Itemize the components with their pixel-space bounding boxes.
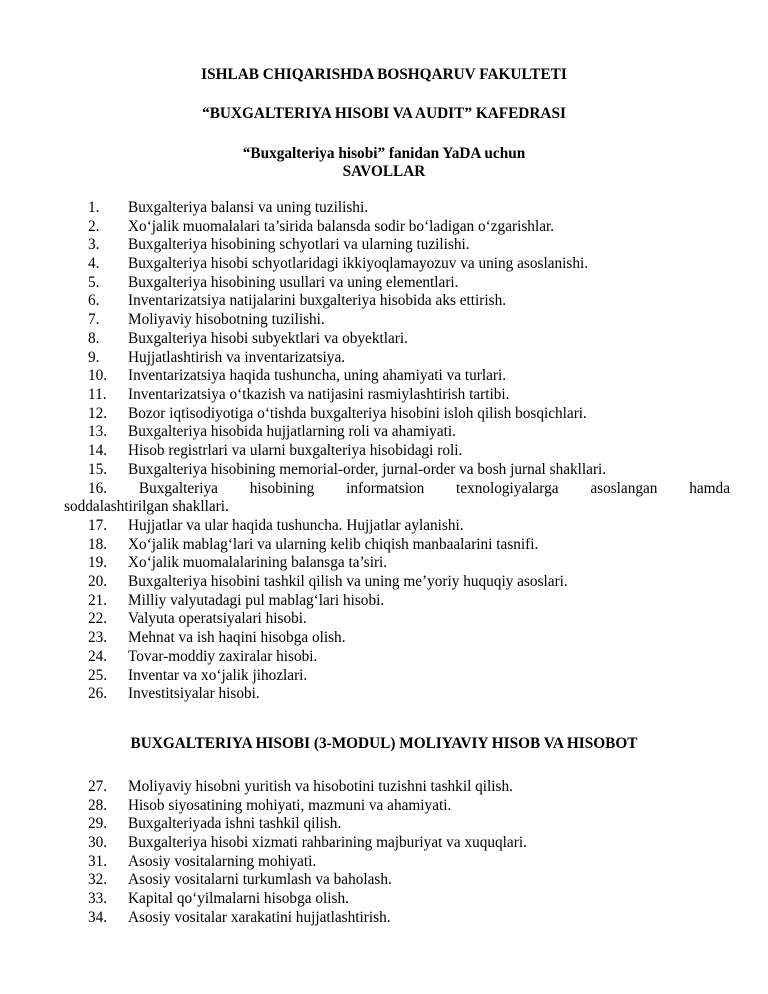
item-text: Hisob registrlari va ularni buxgalteriya hisobidagi roli.	[128, 441, 463, 459]
list-item	[88, 890, 730, 909]
item-text: Buxgalteriya hisobining schyotlari va ularning tuzilishi.	[128, 236, 470, 254]
item-text: Asosiy vositalar xarakatini hujjatlashtirish.	[128, 908, 391, 926]
item-text: Xo‘jalik muomalalari ta’sirida balansda sodir bo‘ladigan o‘zgarishlar.	[128, 217, 555, 235]
item-text: Hisob siyosatining mohiyati, mazmuni va ahamiyati.	[128, 796, 452, 814]
list-item	[88, 871, 730, 890]
item-text-line-1: 16. Buxgalteriya hisobining informatsion texnologiyalarga asoslangan hamda	[88, 479, 730, 497]
item-text: Buxgalteriya hisobi schyotlaridagi ikkiyoqlamayozuv va uning asoslanishi.	[128, 255, 589, 273]
item-number: 30.	[88, 834, 108, 852]
item-number: 4.	[88, 255, 100, 273]
item-number: 20.	[88, 573, 108, 591]
list-item	[88, 685, 730, 704]
item-text: Buxgalteriya hisobining usullari va uning elementlari.	[128, 273, 459, 291]
item-text: Buxgalteriya hisobida hujjatlarning roli va ahamiyati.	[128, 423, 456, 441]
item-number: 7.	[88, 311, 100, 329]
item-number: 11.	[88, 385, 107, 403]
list-item	[88, 629, 730, 648]
list-item	[88, 255, 730, 274]
list-item	[88, 834, 730, 853]
list-item	[88, 667, 730, 686]
list-item	[88, 461, 730, 480]
item-text: Asosiy vositalarni turkumlash va baholash.	[128, 871, 392, 889]
item-text: Buxgalteriya hisobi xizmati rahbarining majburiyat va xuquqlari.	[128, 834, 527, 852]
list-item	[88, 442, 730, 461]
item-text: Hujjatlashtirish va inventarizatsiya.	[128, 348, 346, 366]
item-text: Buxgalteriya hisobini tashkil qilish va uning me’yoriy huquqiy asoslari.	[128, 573, 568, 591]
item-number: 33.	[88, 890, 108, 908]
item-text: Valyuta operatsiyalari hisobi.	[128, 610, 307, 628]
list-item	[88, 386, 730, 405]
item-number: 31.	[88, 852, 108, 870]
item-number: 14.	[88, 441, 108, 459]
item-text: Tovar-moddiy zaxiralar hisobi.	[128, 647, 318, 665]
item-text: Bozor iqtisodiyotiga o‘tishda buxgalteriya hisobini isloh qilish bosqichlari.	[128, 404, 587, 422]
item-text: Asosiy vositalarning mohiyati.	[128, 852, 317, 870]
list-item	[88, 797, 730, 816]
list-item	[64, 479, 730, 517]
list-item	[88, 592, 730, 611]
list-item	[88, 274, 730, 293]
section-2-heading: BUXGALTERIYA HISOBI (3-MODUL) MOLIYAVIY HISOB VA HISOBOT	[130, 735, 638, 752]
item-text: Xo‘jalik mablag‘lari va ularning kelib chiqish manbaalarini tasnifi.	[128, 535, 539, 553]
list-item	[88, 349, 730, 368]
item-number: 12.	[88, 404, 108, 422]
item-number: 17.	[88, 517, 108, 534]
item-number: 28.	[88, 796, 108, 814]
item-text: Moliyaviy hisobotning tuzilishi.	[128, 311, 325, 329]
item-number: 19.	[88, 554, 108, 572]
item-number: 29.	[88, 815, 108, 833]
item-text: Inventar va xo‘jalik jihozlari.	[128, 666, 308, 684]
list-item	[88, 423, 730, 442]
subject-heading: “Buxgalteriya hisobi” fanidan YaDA uchun	[242, 145, 526, 162]
list-item	[88, 815, 730, 834]
item-text: Buxgalteriya balansi va uning tuzilishi.	[128, 199, 369, 216]
item-number: 5.	[88, 273, 100, 291]
item-number: 32.	[88, 871, 108, 889]
item-text: Investitsiyalar hisobi.	[128, 685, 260, 703]
list-item	[88, 648, 730, 667]
questions-item-16	[64, 479, 730, 517]
list-item	[88, 199, 730, 218]
item-number: 26.	[88, 685, 108, 703]
questions-list-2	[88, 517, 730, 704]
item-number: 6.	[88, 292, 100, 310]
list-item	[88, 292, 730, 311]
questions-list-1	[88, 199, 730, 479]
item-number: 18.	[88, 535, 108, 553]
item-text: Inventarizatsiya haqida tushuncha, uning ahamiyati va turlari.	[128, 367, 507, 385]
item-text: Buxgalteriyada ishni tashkil qilish.	[128, 815, 342, 833]
list-item	[88, 778, 730, 797]
item-text: Inventarizatsiya o‘tkazish va natijasini rasmiylashtirish tartibi.	[128, 385, 510, 403]
item-number: 24.	[88, 647, 108, 665]
item-number: 27.	[88, 778, 108, 795]
list-item	[88, 236, 730, 255]
list-item	[88, 554, 730, 573]
item-number: 22.	[88, 610, 108, 628]
questions-title: SAVOLLAR	[342, 163, 426, 180]
item-text: Mehnat va ish haqini hisobga olish.	[128, 629, 346, 647]
list-item	[88, 405, 730, 424]
list-item	[88, 517, 730, 536]
list-item	[88, 610, 730, 629]
item-number: 8.	[88, 329, 100, 347]
list-item	[88, 573, 730, 592]
list-item	[88, 330, 730, 349]
questions-list-3	[88, 778, 730, 928]
item-number: 13.	[88, 423, 108, 441]
item-text: Hujjatlar va ular haqida tushuncha. Hujjatlar aylanishi.	[128, 517, 464, 534]
item-number: 15.	[88, 460, 108, 478]
item-number: 10.	[88, 367, 108, 385]
list-item	[88, 536, 730, 555]
list-item	[88, 367, 730, 386]
item-text: Inventarizatsiya natijalarini buxgalteriya hisobida aks ettirish.	[128, 292, 507, 310]
list-item	[88, 909, 730, 928]
item-number: 1.	[88, 199, 100, 216]
item-text: Moliyaviy hisobni yuritish va hisobotini tuzishni tashkil qilish.	[128, 778, 513, 795]
item-number: 34.	[88, 908, 108, 926]
list-item	[88, 311, 730, 330]
faculty-heading: ISHLAB CHIQARISHDA BOSHQARUV FAKULTETI	[201, 66, 567, 83]
item-text: Buxgalteriya hisobining memorial-order, jurnal-order va bosh jurnal shakllari.	[128, 460, 607, 478]
item-text: Kapital qo‘yilmalarni hisobga olish.	[128, 890, 349, 908]
item-number: 25.	[88, 666, 108, 684]
department-heading: “BUXGALTERIYA HISOBI VA AUDIT” KAFEDRASI	[202, 105, 566, 122]
item-number: 3.	[88, 236, 100, 254]
item-number: 21.	[88, 591, 108, 609]
item-number: 9.	[88, 348, 100, 366]
item-text: Milliy valyutadagi pul mablag‘lari hisobi.	[128, 591, 385, 609]
list-item	[88, 853, 730, 872]
list-item	[88, 218, 730, 237]
item-number: 23.	[88, 629, 108, 647]
item-text: Buxgalteriya hisobi subyektlari va obyektlari.	[128, 329, 408, 347]
item-text: Xo‘jalik muomalalarining balansga ta’siri.	[128, 554, 388, 572]
item-text-line-2: soddalashtirilgan shakllari.	[64, 498, 229, 516]
item-number: 2.	[88, 217, 100, 235]
